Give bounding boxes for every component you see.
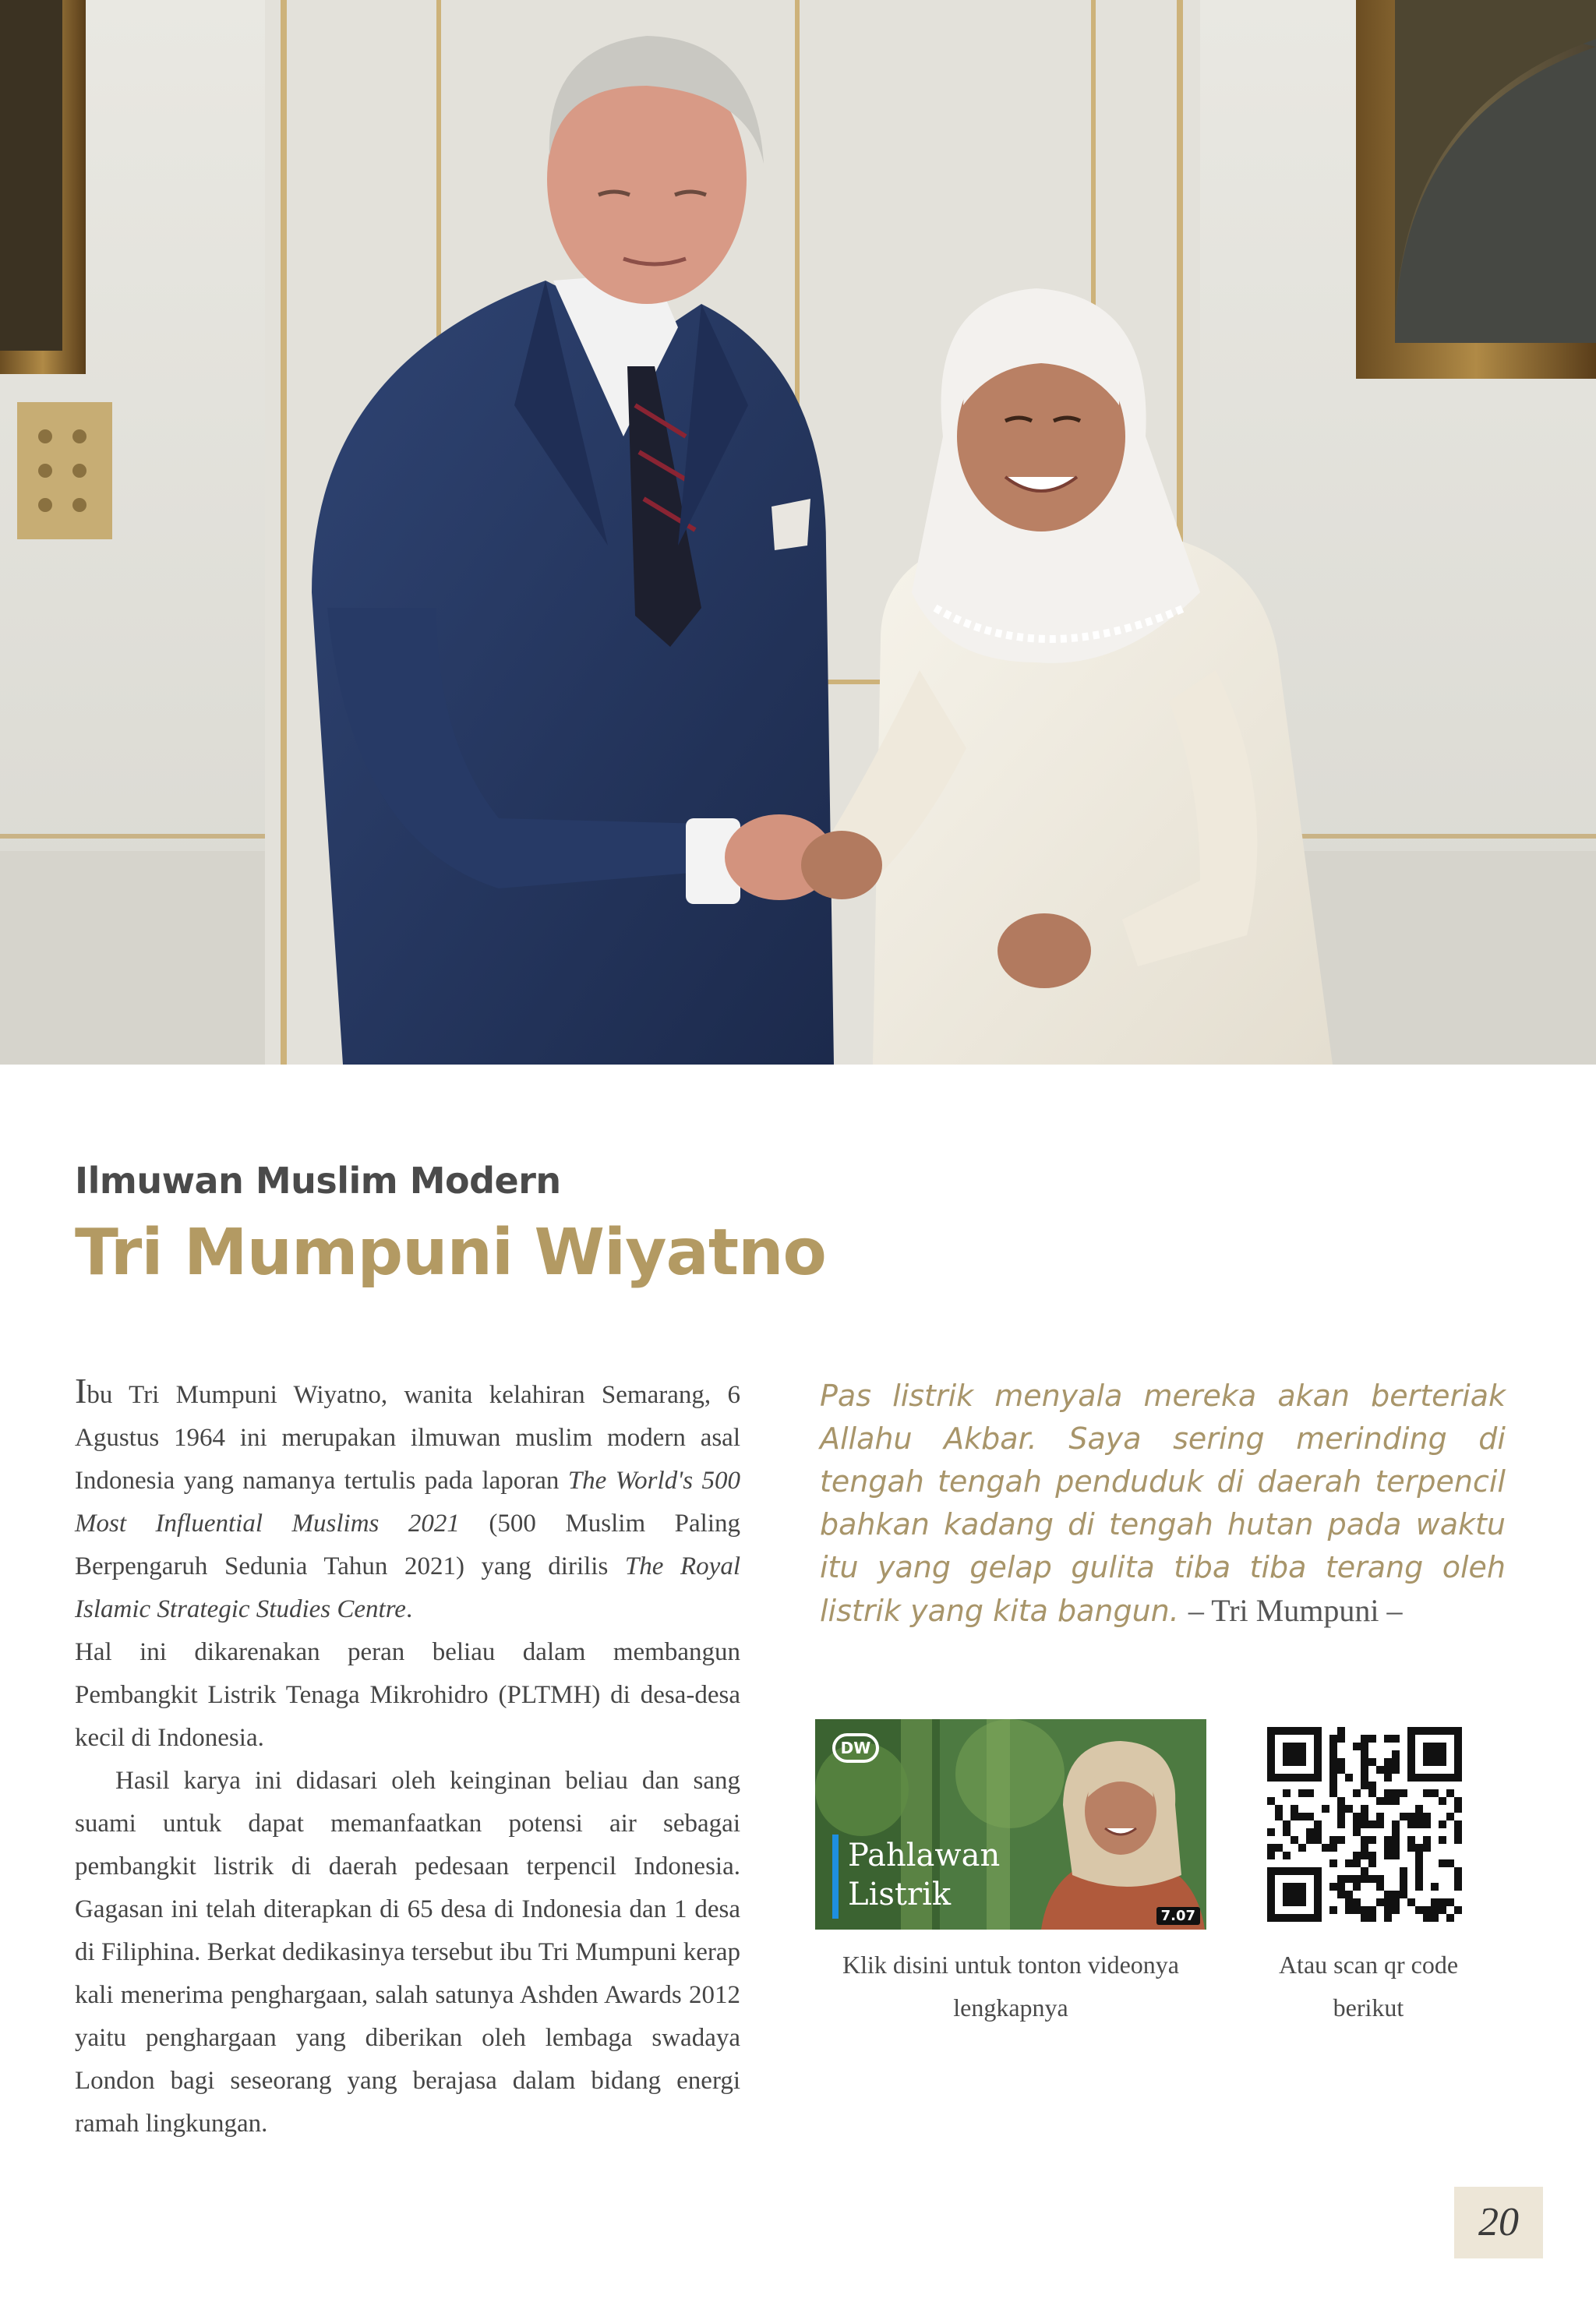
video-caption-link[interactable]: Klik disini untuk tonton videonya lengkapnya [842,1951,1179,2022]
organization-name: The Royal Islamic Strategic Studies Centre [75,1552,740,1623]
page-number: 20 [1454,2187,1543,2258]
dw-logo: DW [832,1733,879,1763]
pull-quote [820,1375,1506,1633]
report-title: The World's 500 Most Influential Muslims 2021 [75,1467,740,1538]
article-paragraph-3: Hasil karya ini didasari oleh keinginan beliau dan sang suami untuk dapat memanfaatkan potensi air sebagai pembangkit listrik di daerah pedesaan terpencil Indonesia. Gagasan ini telah diterapkan di 65 desa di Indonesia dan 1 desa di Filiphina. Berkat dedikasinya tersebut ibu Tri Mumpuni kerap kali menerima penghargaan, salah satunya Ashden Awards 2012 yaitu penghargaan yang diberikan oleh lembaga swadaya London bagi seseorang yang berajasa dalam bidang energi ramah lingkungan. [75,1767,740,2138]
article-paragraph-1 [75,1369,740,1631]
hero-photo [0,0,1596,1065]
qr-code [1267,1727,1462,1922]
quote-text: Pas listrik menyala mereka akan berteriak Allahu Akbar. Saya sering merinding di tengah tengah penduduk di daerah terpencil bahkan kadang di tengah hutan pada waktu itu yang gelap gulita tiba tiba terang oleh listrik yang kita bangun. [820,1379,1506,1628]
article-text: bu Tri Mumpuni Wiyatno, wanita kelahiran Semarang, 6 Agustus 1964 ini merupakan ilmuwan muslim modern asal Indonesia yang namanya tertulis pada laporan [75,1381,740,1495]
article-text: (500 Muslim Paling Berpengaruh Sedunia Tahun 2021) yang dirilis [75,1510,740,1580]
title-accent-bar [832,1835,839,1919]
qr-caption: Atau scan qr code berikut [1278,1951,1459,2022]
article-text: . [405,1595,413,1623]
drop-cap: I [75,1371,87,1411]
section-kicker: Ilmuwan Muslim Modern [75,1160,561,1202]
video-title: Pahlawan Listrik [848,1838,1001,1912]
article-body [75,1369,740,2145]
quote-author: – Tri Mumpuni – [1188,1593,1403,1628]
hero-illustration [0,0,1596,1065]
qr-code-graphic [1267,1727,1462,1922]
article-paragraph-2: Hal ini dikarenakan peran beliau dalam membangun Pembangkit Listrik Tenaga Mikrohidro (PLTMH) di desa-desa kecil di Indonesia. [75,1638,740,1752]
video-duration: 7.07 [1156,1907,1200,1925]
video-thumbnail[interactable] [815,1719,1206,1930]
page-title: Tri Mumpuni Wiyatno [75,1216,826,1290]
